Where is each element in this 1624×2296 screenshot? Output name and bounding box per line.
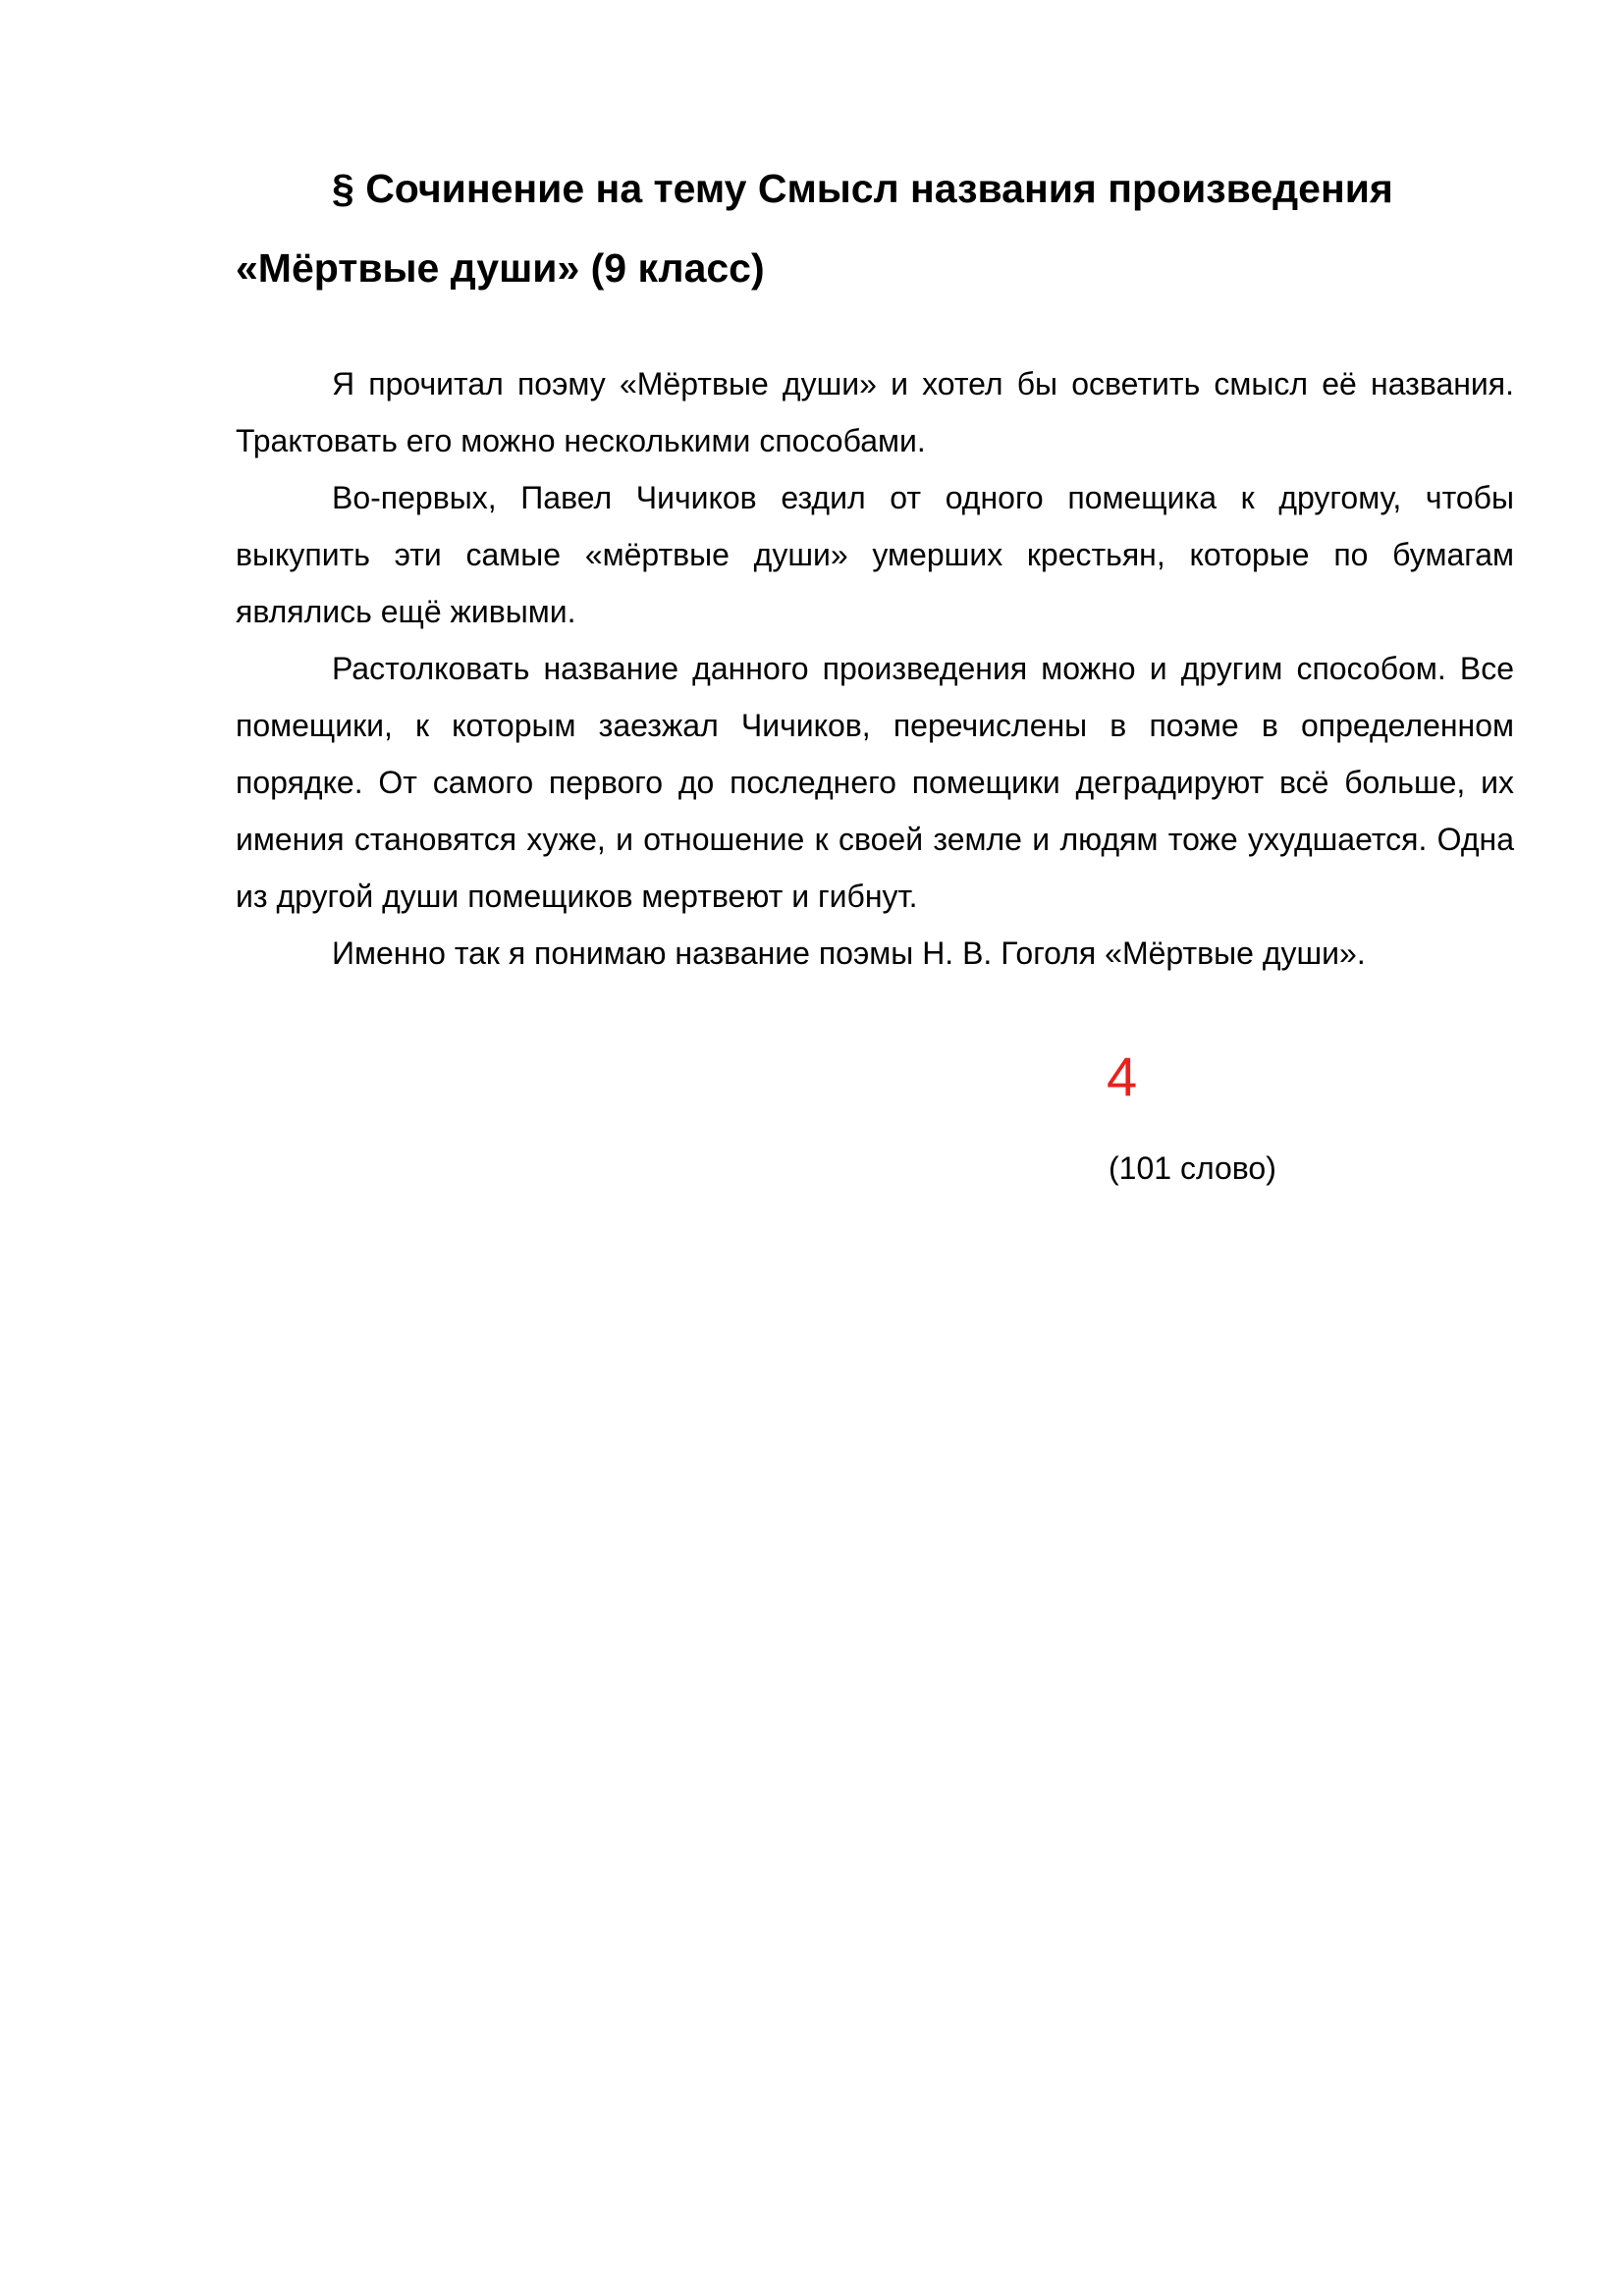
essay-body: [236, 355, 1514, 982]
word-count: (101 слово): [1109, 1150, 1276, 1186]
paragraph-4: Именно так я понимаю название поэмы Н. В. Гоголя «Мёртвые души».: [332, 935, 1366, 971]
paragraph-3: Растолковать название данного произведения можно и другим способом. Все помещики, к которым заезжал Чичиков, перечислены в поэме в определенном порядке. От самого первого до последнего помещики деградируют всё больше, их имения становятся хуже, и отношение к своей земле и людям тоже ухудшается. Одна из другой души помещиков мертвеют и гибнут.: [236, 651, 1514, 914]
essay-title: § Сочинение на тему Смысл названия произведения «Мёртвые души» (9 класс): [236, 166, 1393, 291]
paragraph-2: Во-первых, Павел Чичиков ездил от одного помещика к другому, чтобы выкупить эти самые «мёртвые души» умерших крестьян, которые по бумагам являлись ещё живыми.: [236, 480, 1514, 629]
grade-mark: 4: [1107, 1045, 1138, 1107]
paragraph-1: Я прочитал поэму «Мёртвые души» и хотел бы осветить смысл её названия. Трактовать его можно несколькими способами.: [236, 366, 1514, 458]
